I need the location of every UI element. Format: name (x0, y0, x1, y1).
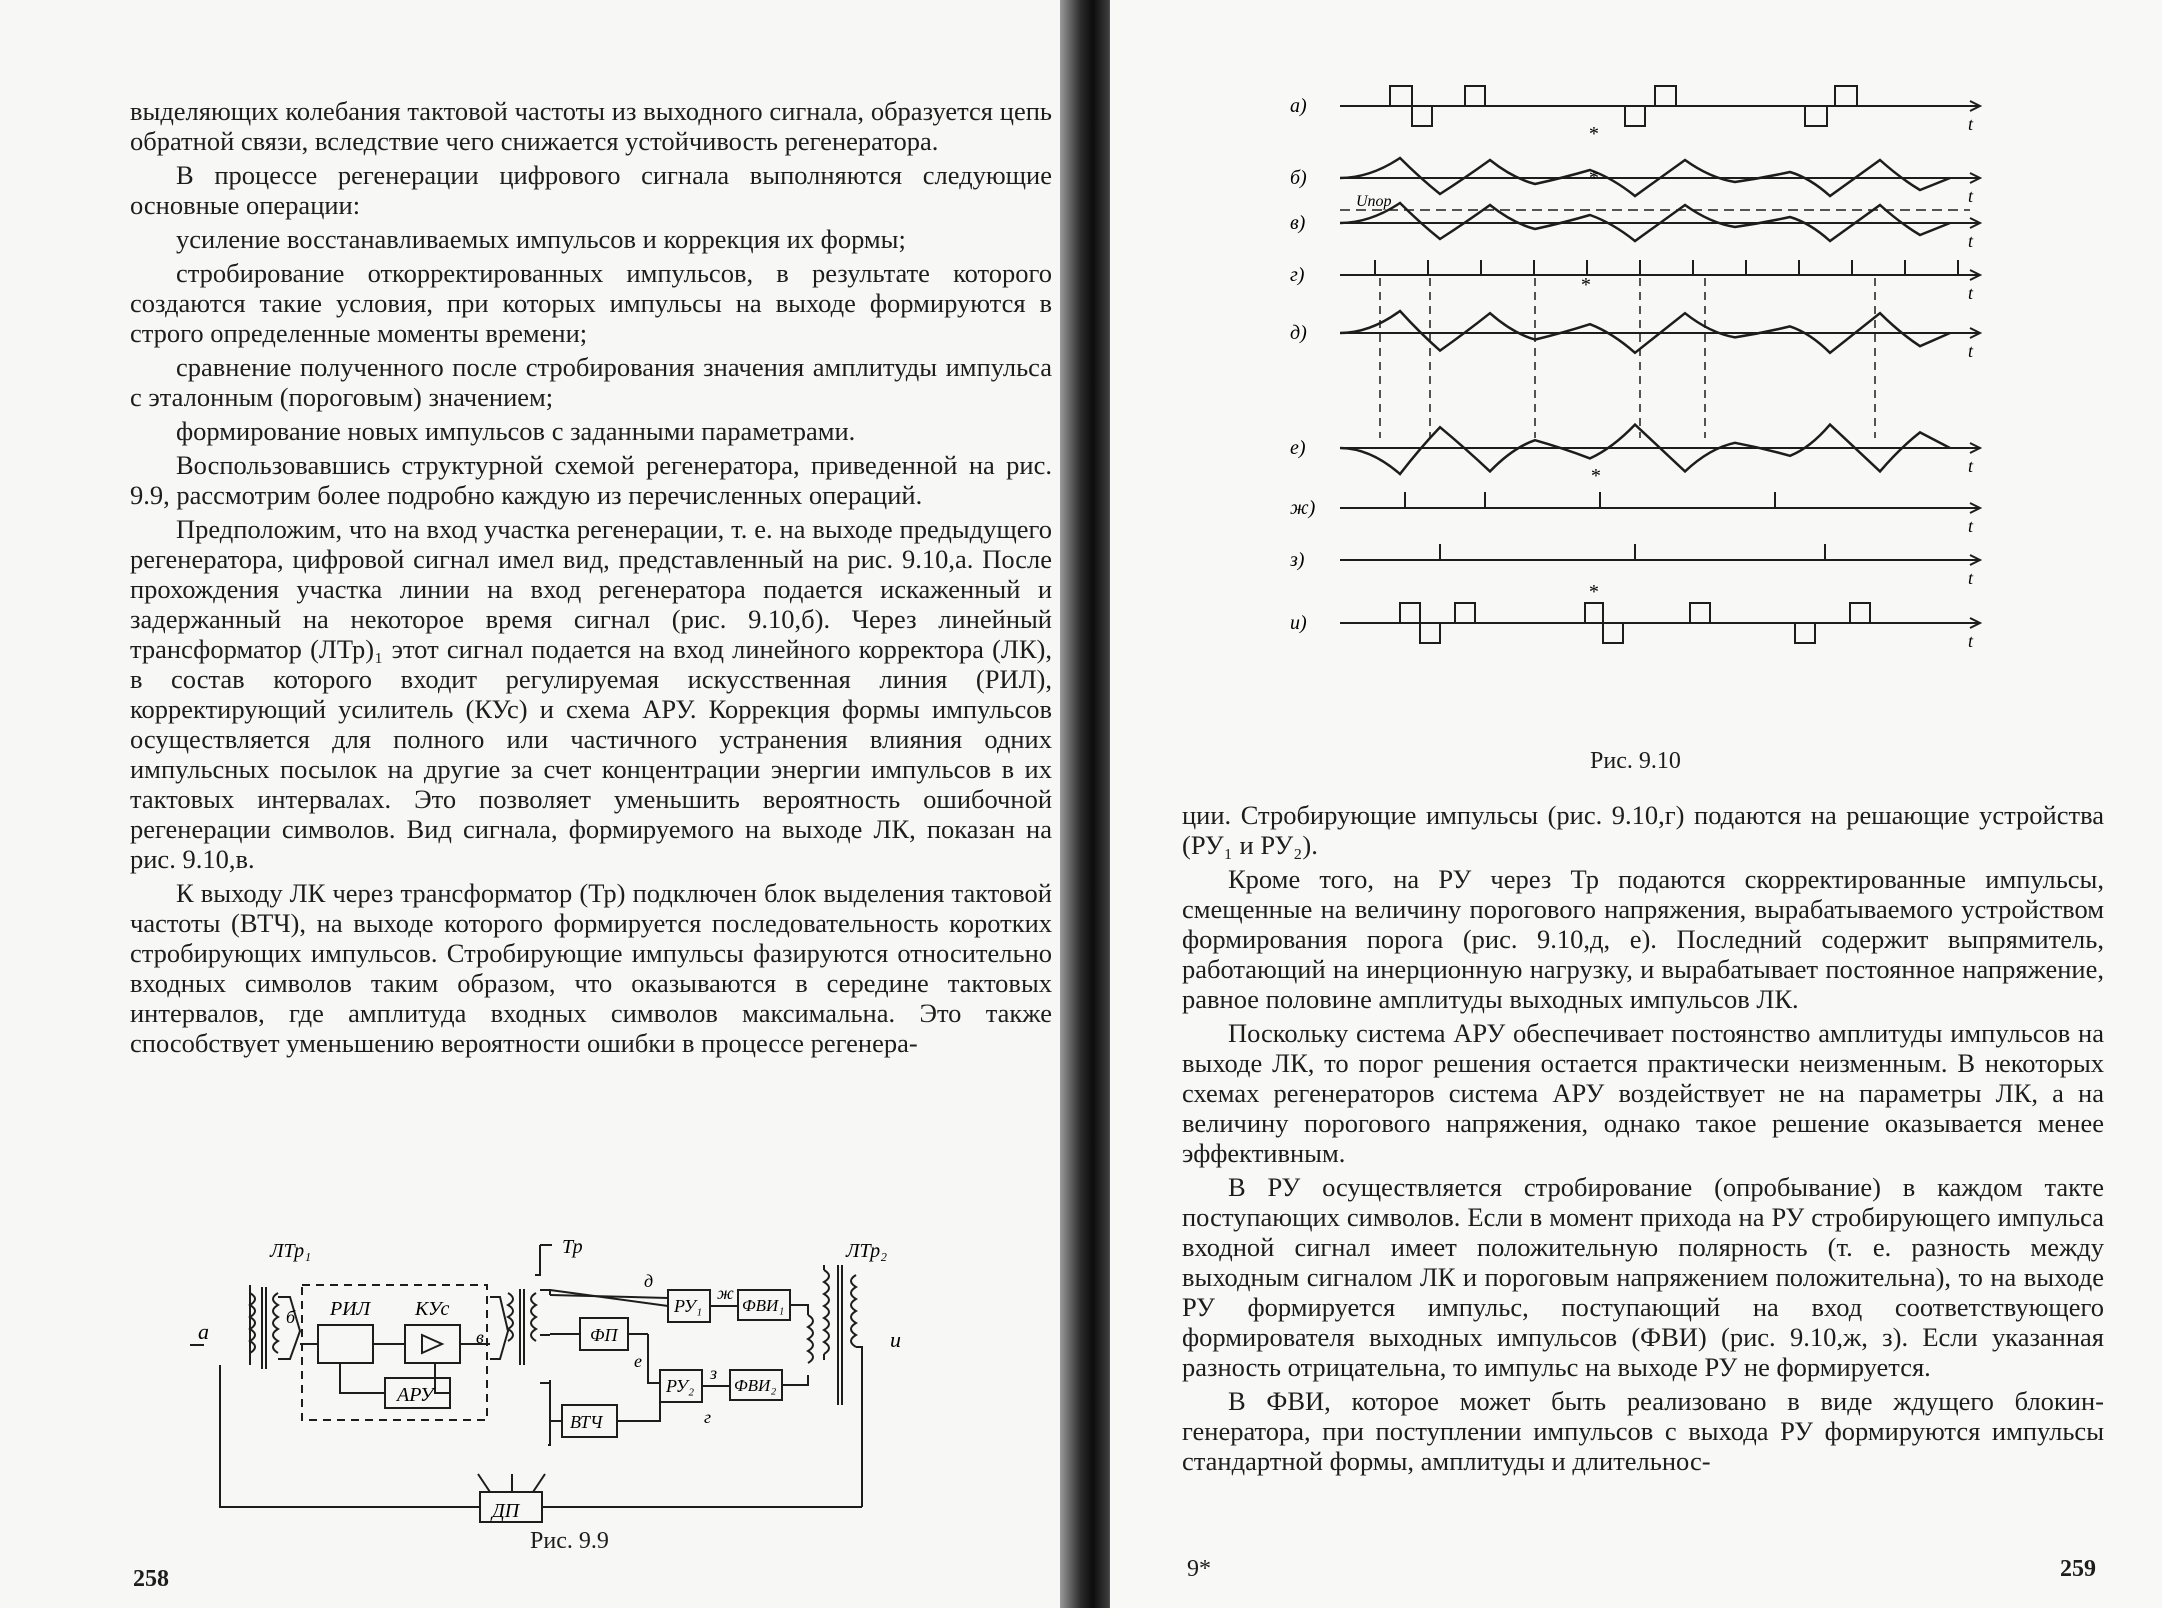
waveform-e (1340, 425, 1950, 474)
paragraph: Кроме того, на РУ через Тр подаются скорректированные импульсы, смещенные на величину порогового напряжения, вырабатываемого устройством формирования порога (рис. 9.10,д, е). Последний содержит выпрямитель, работающий на инерционную нагрузку, и вырабатывает постоянное напряжение, равное половине амплитуды выходных импульсов ЛК. (1182, 864, 2104, 1014)
error-asterisk: * (1588, 167, 1598, 189)
axis-t-label: t (1968, 114, 1974, 134)
fig99-label-output-i: и (890, 1327, 901, 1352)
fig99-label-fvi1: ФВИ₁ (742, 1296, 785, 1315)
fig99-label-v: в (476, 1327, 484, 1347)
operation-item: формирование новых импульсов с заданными параметрами. (176, 416, 856, 446)
axis-t-label: t (1968, 568, 1974, 588)
fig99-label-aru: АРУ (397, 1384, 434, 1406)
fig99-label-zh: ж (717, 1283, 734, 1303)
axis-t-label: t (1968, 631, 1974, 651)
paragraph: Предположим, что на вход участка регенерации, т. е. на выходе предыдущего регенератора, цифровой сигнал имел вид, представленный на рис. 9.10,а. После прохождения участка линии на вход регенератора подается искаженный и задержанный на некоторое время сигнал (рис. 9.10,б). Через линейный трансформатор (ЛТр)₁ этот сигнал подается на вход линейного корректора (ЛК), в состав которого входит регулируемая искусственная линия (РИЛ), корректирующий усилитель (КУс) и схема АРУ. Коррекция формы импульсов осуществляется для полного или частичного устранения влияния одних импульсных посылок на другие за счет концентрации энергии импульсов в их тактовых интервалах. Это позволяет уменьшить вероятность ошибочной регенерации символов. Вид сигнала, формируемого на выходе ЛК, показан на рис. 9.10,в. (130, 514, 1052, 874)
figure-9-9-caption: Рис. 9.9 (530, 1528, 609, 1554)
paragraph: В процессе регенерации цифрового сигнала выполняются следующие основные операции: (130, 160, 1052, 220)
fig99-label-fvi2: ФВИ₂ (734, 1376, 777, 1395)
error-asterisk: * (1580, 274, 1590, 296)
paragraph: В РУ осуществляется стробирование (опробывание) в каждом такте поступающих символов. Если в момент прихода на РУ стробирующего импульса входной сигнал имеет положительную полярность (т. е. разность между выходным сигналом ЛК и пороговым напряжением положительна), то на выходе РУ формируется импульс, поступающий на вход соответствующего формирователя выходных импульсов (ФВИ) (рис. 9.10,ж, з). Если указанная разность отрицательна, то импульс на выходе РУ не формируется. (1182, 1172, 2104, 1382)
axis-t-label: t (1968, 516, 1974, 536)
signature-mark: 9* (1187, 1556, 1211, 1582)
fig99-label-d: д (644, 1271, 654, 1291)
error-asterisk: * (1588, 123, 1598, 145)
waveform-label: з) (1290, 549, 1305, 571)
operation-item: стробирование откорректированных импульсов, в результате которого создаются такие условия, при которых импульсы на выходе формируются в строго определенные моменты времени; (130, 258, 1052, 348)
figure-9-10-caption: Рис. 9.10 (1590, 748, 1681, 774)
waveform-d (1340, 311, 1950, 353)
fig99-label-tr: Тр (562, 1236, 583, 1258)
waveform-label: д) (1290, 322, 1307, 344)
fig99-label-z: з (710, 1363, 718, 1383)
waveform-label: ж) (1290, 497, 1316, 519)
fig99-label-kus: КУс (415, 1298, 450, 1320)
fig99-label-b: б (286, 1307, 296, 1327)
fig99-label-ltr1: ЛТр₁ (270, 1240, 312, 1262)
paragraph: В ФВИ, которое может быть реализовано в виде ждущего блокин-генератора, при поступлении импульсов с выхода РУ формируются импульсы стандартной формы, амплитуды и длительнос- (1182, 1386, 2104, 1476)
paragraph: ции. Стробирующие импульсы (рис. 9.10,г) подаются на решающие устройства (РУ₁ и РУ₂). (1182, 800, 2104, 860)
fig99-label-ltr2: ЛТр₂ (846, 1240, 888, 1262)
fig99-label-fp: ФП (590, 1325, 618, 1345)
waveform-label: г) (1290, 264, 1305, 286)
waveform-label: е) (1290, 437, 1306, 459)
error-asterisk: * (1588, 581, 1598, 603)
waveform-label: б) (1290, 167, 1307, 189)
page-number-right: 259 (2060, 1556, 2096, 1582)
fig99-label-ru2: РУ₂ (666, 1376, 695, 1396)
right-text-column (1182, 800, 2104, 1480)
axis-t-label: t (1968, 341, 1974, 361)
axis-t-label: t (1968, 283, 1974, 303)
page-number-left: 258 (133, 1566, 169, 1592)
fig99-label-e: е (634, 1351, 642, 1371)
figure-9-9-block-diagram (190, 1235, 1020, 1535)
fig99-label-vtch: ВТЧ (570, 1412, 603, 1432)
waveform-label: в) (1290, 212, 1306, 234)
waveform-label: и) (1290, 612, 1307, 634)
axis-t-label: t (1968, 186, 1974, 206)
waveform-label: а) (1290, 95, 1307, 117)
fig99-label-dp: ДП (492, 1500, 520, 1522)
paragraph: выделяющих колебания тактовой частоты из выходного сигнала, образуется цепь обратной связи, вследствие чего снижается устойчивость регенератора. (130, 96, 1052, 156)
paragraph: К выходу ЛК через трансформатор (Тр) подключен блок выделения тактовой частоты (ВТЧ), на выходе которого формируется последовательность коротких стробирующих импульсов. Стробирующие импульсы фазируются относительно входных символов таким образом, что оказываются в середине тактовых интервалов, где амплитуда входных символов максимальна. Это также способствует уменьшению вероятности ошибки в процессе регенера- (130, 878, 1052, 1058)
fig99-label-ril: РИЛ (330, 1298, 371, 1320)
fig99-label-ru1: РУ₁ (674, 1296, 703, 1316)
operation-item: усиление восстанавливаемых импульсов и коррекция их формы; (176, 224, 906, 254)
figure-9-10-timing-diagram (1290, 78, 1990, 728)
paragraph: Поскольку система АРУ обеспечивает постоянство амплитуды импульсов на выходе ЛК, то порог решения остается практически неизменным. В некоторых схемах регенераторов система АРУ воздействует не на параметры ЛК, а на величину порогового напряжения, однако такое решение оказывается менее эффективным. (1182, 1018, 2104, 1168)
axis-t-label: t (1968, 231, 1974, 251)
operation-item: сравнение полученного после стробирования значения амплитуды импульса с эталонным (пороговым) значением; (130, 352, 1052, 412)
fig99-label-input-a: а (198, 1319, 209, 1344)
left-text-column (130, 96, 1052, 1062)
fig99-label-g: г (704, 1407, 712, 1427)
axis-t-label: t (1968, 456, 1974, 476)
paragraph: Воспользовавшись структурной схемой регенератора, приведенной на рис. 9.9, рассмотрим более подробно каждую из перечисленных операций. (130, 450, 1052, 510)
error-asterisk: * (1590, 465, 1600, 487)
threshold-label: Uпор (1356, 193, 1392, 210)
